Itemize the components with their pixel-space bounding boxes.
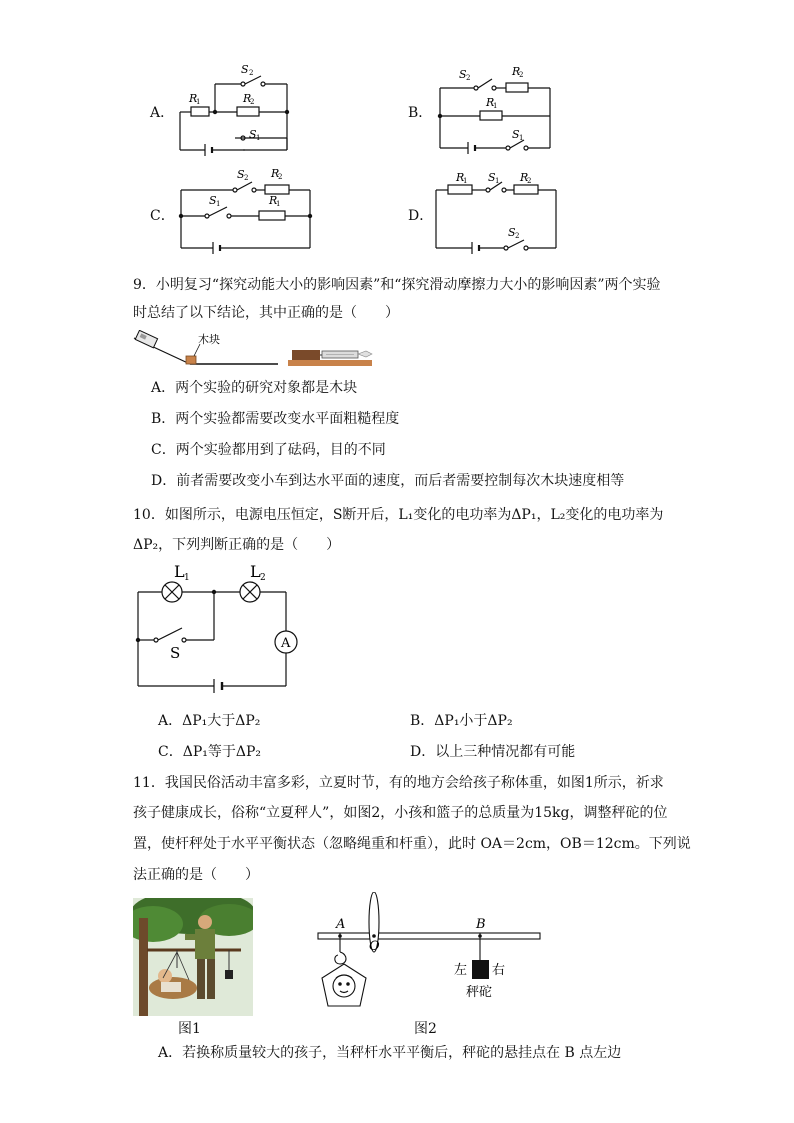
svg-text:2: 2: [515, 232, 520, 240]
q11-stem-line4: 法正确的是（ ）: [133, 867, 259, 883]
l1-label: L: [174, 562, 185, 581]
svg-text:1: 1: [276, 200, 281, 208]
q10-stem-line2: ΔP₂，下列判断正确的是（ ）: [133, 537, 341, 553]
svg-text:2: 2: [260, 573, 266, 583]
q11-stem-line1: 11．我国民俗活动丰富多彩，立夏时节，有的地方会给孩子称体重，如图1所示，祈求: [133, 775, 664, 791]
svg-text:1: 1: [463, 177, 468, 185]
svg-text:S: S: [237, 168, 245, 181]
svg-text:1: 1: [184, 573, 190, 583]
svg-text:S: S: [488, 171, 496, 184]
figure-2-diagram: [310, 892, 550, 1017]
svg-text:1: 1: [519, 134, 524, 142]
svg-text:1: 1: [216, 200, 221, 208]
svg-text:2: 2: [527, 177, 532, 185]
svg-text:S: S: [512, 128, 520, 141]
svg-text:R: R: [512, 65, 521, 78]
svg-text:S: S: [249, 128, 257, 141]
q9-option-c: C．两个实验都用到了砝码，目的不同: [151, 442, 386, 458]
svg-text:2: 2: [249, 69, 254, 77]
svg-text:R: R: [269, 194, 278, 207]
point-o-label: O: [369, 939, 380, 954]
svg-text:1: 1: [256, 134, 261, 142]
svg-text:S: S: [508, 226, 516, 239]
svg-text:2: 2: [278, 173, 283, 181]
q11-stem-line2: 孩子健康成长，俗称“立夏秤人”，如图2，小孩和篮子的总质量为15kg，调整秤砣的位: [133, 805, 668, 821]
svg-text:R: R: [486, 96, 495, 109]
weight-label: 秤砣: [466, 985, 493, 1000]
option-a-label: A．: [150, 105, 175, 121]
svg-text:1: 1: [493, 102, 498, 110]
l2-label: L: [250, 562, 261, 581]
q10-circuit-diagram: [130, 560, 305, 695]
left-label: 左: [454, 963, 468, 978]
svg-text:2: 2: [466, 74, 471, 82]
option-c-label: C．: [150, 208, 175, 224]
q11-option-a: A．若换称质量较大的孩子，当秤杆水平平衡后，秤砣的悬挂点在 B 点左边: [158, 1045, 622, 1061]
svg-text:2: 2: [244, 174, 249, 182]
q10-option-c: C．ΔP₁等于ΔP₂: [158, 744, 261, 760]
q9-stem-line2: 时总结了以下结论，其中正确的是（ ）: [133, 305, 399, 321]
q9-stem-line1: 9．小明复习“探究动能大小的影响因素”和“探究滑动摩擦力大小的影响因素”两个实验: [133, 277, 661, 293]
svg-text:1: 1: [495, 177, 500, 185]
q10-option-a: A．ΔP₁大于ΔP₂: [158, 713, 261, 729]
circuit-a-diagram: [175, 60, 300, 160]
q10-option-b: B．ΔP₁小于ΔP₂: [410, 713, 513, 729]
point-a-label: A: [336, 917, 346, 932]
ammeter-label: A: [281, 636, 291, 651]
svg-text:S: S: [459, 68, 467, 81]
q9-option-b: B．两个实验都需要改变水平面粗糙程度: [151, 411, 400, 427]
svg-text:S: S: [209, 194, 217, 207]
figure-1-caption: 图1: [178, 1021, 201, 1037]
circuit-d-diagram: [432, 168, 562, 258]
right-label: 右: [492, 963, 506, 978]
svg-text:R: R: [243, 92, 252, 105]
q9-option-d: D．前者需要改变小车到达水平面的速度，而后者需要控制每次木块速度相等: [151, 473, 625, 489]
q9-experiment-figure: [130, 330, 390, 370]
circuit-c-diagram: [175, 162, 315, 257]
option-d-label: D．: [408, 208, 434, 224]
switch-label: S: [170, 644, 181, 662]
q11-stem-line3: 置，使杆秤处于水平平衡状态（忽略绳重和杆重），此时 OA＝2cm，OB＝12cm。下列说: [133, 836, 691, 852]
svg-text:2: 2: [250, 98, 255, 106]
point-b-label: B: [476, 917, 486, 932]
svg-text:1: 1: [196, 98, 201, 106]
option-b-label: B．: [408, 105, 433, 121]
svg-text:R: R: [271, 167, 280, 180]
svg-text:R: R: [456, 171, 465, 184]
s2-label: S: [241, 63, 249, 76]
svg-text:R: R: [189, 92, 198, 105]
block-label: 木块: [198, 333, 220, 346]
q10-option-d: D．以上三种情况都有可能: [410, 744, 576, 760]
figure-2-caption: 图2: [414, 1021, 437, 1037]
svg-text:R: R: [520, 171, 529, 184]
q10-stem-line1: 10．如图所示，电源电压恒定，S断开后，L₁变化的电功率为ΔP₁，L₂变化的电功率为: [133, 507, 664, 523]
circuit-b-diagram: [432, 60, 557, 160]
svg-text:2: 2: [519, 71, 524, 79]
figure-1-illustration: [133, 898, 253, 1016]
q9-option-a: A．两个实验的研究对象都是木块: [151, 380, 358, 396]
